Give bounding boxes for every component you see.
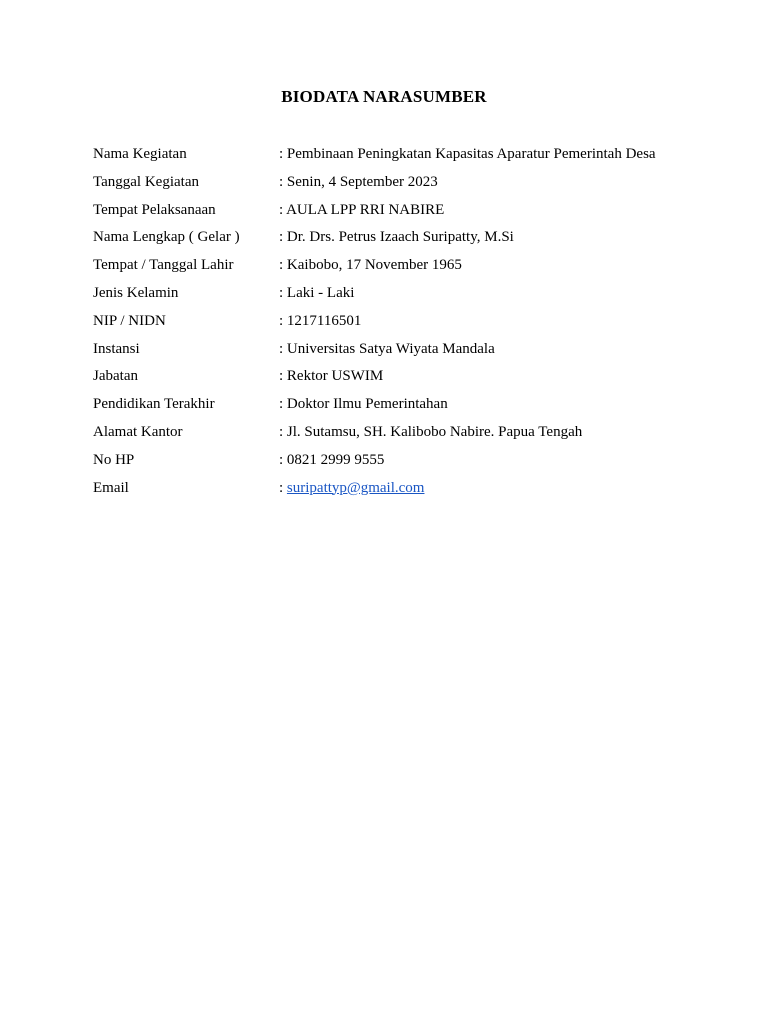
field-separator: :: [279, 423, 287, 440]
field-row-tempat-pelaksanaan: [93, 200, 733, 228]
field-value: [279, 144, 656, 164]
field-row-email: [93, 478, 733, 506]
field-value-text: AULA LPP RRI NABIRE: [286, 201, 445, 218]
field-value: [279, 283, 354, 303]
field-separator: :: [279, 396, 287, 413]
field-row-no-hp: [93, 450, 733, 478]
field-label: No HP: [93, 451, 135, 468]
field-value-text: Jl. Sutamsu, SH. Kalibobo Nabire. Papua Tengah: [286, 423, 583, 440]
field-label: Instansi: [93, 340, 140, 357]
field-value-text: Kaibobo, 17 November 1965: [286, 257, 462, 274]
field-row-jabatan: [93, 366, 733, 394]
field-label: Tanggal Kegiatan: [93, 173, 199, 190]
field-value-text: Senin, 4 September 2023: [286, 173, 438, 190]
field-value: [279, 200, 444, 220]
field-separator: :: [279, 284, 287, 301]
field-value-text: Laki - Laki: [286, 284, 355, 301]
field-row-nama-lengkap: [93, 227, 733, 255]
field-row-pendidikan-terakhir: [93, 394, 733, 422]
field-separator: :: [279, 201, 287, 218]
field-label: Email: [93, 479, 129, 496]
field-label: Jenis Kelamin: [93, 284, 179, 301]
field-label: NIP / NIDN: [93, 312, 166, 329]
field-separator: :: [279, 340, 287, 357]
field-row-jenis-kelamin: [93, 283, 733, 311]
field-value: [279, 478, 424, 498]
field-separator: :: [279, 229, 287, 246]
field-value: [279, 394, 448, 414]
field-label: Tempat / Tanggal Lahir: [93, 257, 234, 274]
field-value-text: Doktor Ilmu Pemerintahan: [286, 396, 448, 413]
field-row-tanggal-kegiatan: [93, 172, 733, 200]
field-value: [279, 450, 384, 470]
field-label: Nama Kegiatan: [93, 146, 187, 162]
field-row-nama-kegiatan: [93, 144, 733, 172]
field-value-text: Rektor USWIM: [286, 368, 384, 385]
field-label: Nama Lengkap ( Gelar ): [93, 229, 240, 246]
field-row-alamat-kantor: [93, 422, 733, 450]
field-label: Tempat Pelaksanaan: [93, 201, 216, 218]
field-separator: :: [279, 451, 287, 468]
field-row-instansi: [93, 339, 733, 367]
field-value: [279, 311, 361, 331]
field-value-text: 1217116501: [286, 312, 362, 329]
field-label: Alamat Kantor: [93, 423, 183, 440]
field-value: [279, 366, 383, 386]
field-value: [279, 172, 438, 192]
field-label: Jabatan: [93, 368, 138, 385]
field-value: [279, 227, 514, 247]
field-separator: :: [279, 257, 287, 274]
biodata-list: [93, 144, 733, 505]
field-separator: :: [279, 368, 287, 385]
field-row-nip-nidn: [93, 311, 733, 339]
field-value-text: Pembinaan Peningkatan Kapasitas Aparatur Pemerintah Desa: [286, 146, 656, 162]
field-label: Pendidikan Terakhir: [93, 396, 215, 413]
field-value-text: Universitas Satya Wiyata Mandala: [286, 340, 495, 357]
field-value-text: 0821 2999 9555: [286, 451, 385, 468]
field-separator: :: [279, 479, 287, 496]
email-link[interactable]: suripattyp@gmail.com: [286, 479, 425, 496]
field-separator: :: [279, 146, 287, 162]
field-value: [279, 255, 462, 275]
document-title: BIODATA NARASUMBER: [281, 87, 487, 106]
field-value: [279, 422, 582, 442]
field-row-tempat-tanggal-lahir: [93, 255, 733, 283]
field-value: [279, 339, 495, 359]
field-value-text: Dr. Drs. Petrus Izaach Suripatty, M.Si: [286, 229, 514, 246]
field-separator: :: [279, 312, 287, 329]
field-separator: :: [279, 173, 287, 190]
